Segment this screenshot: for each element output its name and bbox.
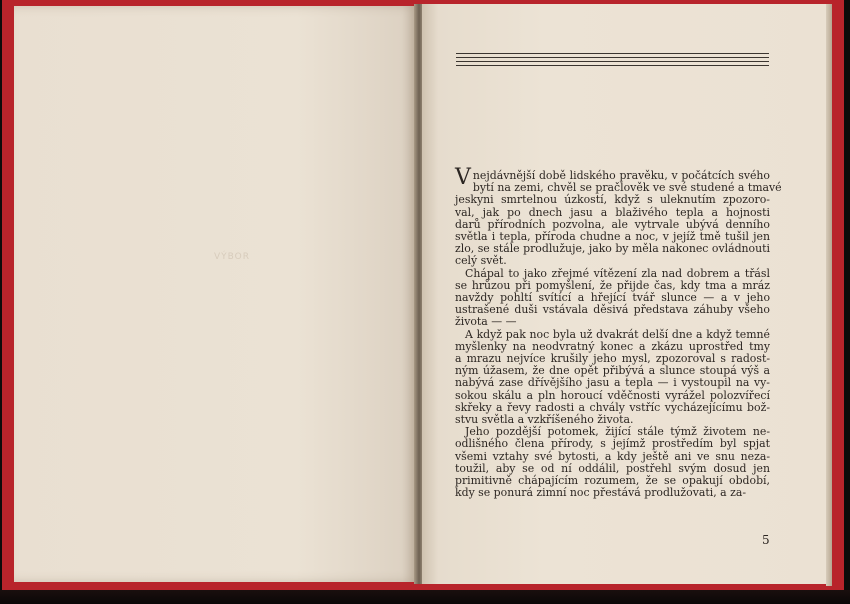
faint-show-through-text: VÝBOR <box>214 252 251 262</box>
body-text <box>455 165 782 500</box>
text-line: toužil, aby se od ní oddálil, postřehl svým dosud jen <box>455 461 770 475</box>
paragraph <box>455 268 770 329</box>
text-line: sokou skálu a pln horoucí vděčnosti vyrážel polozvířecí <box>455 388 770 402</box>
text-line: A když pak noc byla už dvakrát delší dne a když temné <box>465 327 770 341</box>
drop-cap: V <box>455 165 471 190</box>
text-line: života — — <box>455 315 517 329</box>
text-line: darů přírodních pozvolna, ale vytrvale ubývá denního <box>455 217 770 231</box>
text-line: se hrůzou při pomyšlení, že přijde čas, kdy tma a mráz <box>455 278 770 292</box>
text-line-rest: nejdávnější době lidského pravěku, v počátcích svého <box>472 169 770 182</box>
paragraph <box>455 165 782 268</box>
text-line: skřeky a řevy radosti a chvály vstříc vycházejícímu bož- <box>455 400 770 414</box>
text-line: všemi vztahy své bytosti, a kdy ještě ani ve snu neza- <box>455 449 770 463</box>
text-line: nabývá zase dřívějšího jasu a tepla — i vystoupil na vy- <box>455 376 770 390</box>
text-line: kdy se ponurá zimní noc přestává prodlužovati, a za- <box>455 486 747 500</box>
text-line: Jeho pozdější potomek, žijící stále týmž životem ne- <box>465 425 770 439</box>
text-line: val, jak po dnech jasu a blaživého tepla a hojnosti <box>455 205 770 219</box>
paragraph <box>455 329 770 427</box>
text-line: ným úžasem, že dne opět přibývá a slunce stoupá výš a <box>455 364 770 378</box>
text-line: ustrašené duši vstávala děsivá představa záhuby všeho <box>455 303 770 317</box>
text-line: odlišného člena přírody, s jejímž prostředím byl spjat <box>455 437 770 451</box>
text-line: bytí na zemi, chvěl se pračlověk ve své studené a tmavé <box>472 181 782 195</box>
text-line: zlo, se stále prodlužuje, jako by měla nakonec ovládnouti <box>455 242 770 256</box>
text-line: stvu světla a vzkříšeného života. <box>455 413 634 427</box>
left-page <box>14 6 418 582</box>
text-line: celý svět. <box>455 254 507 268</box>
text-line: myšlenky na neodvratný konec a zkázu uprostřed tmy <box>455 339 770 353</box>
page-edge <box>826 4 832 586</box>
background-surface <box>0 590 850 604</box>
text-line: jeskyni smrtelnou úzkostí, když s uleknutím zpozoro- <box>455 193 770 207</box>
text-line: navždy pohltí svítící a hřející tvář slunce — a v jeho <box>455 291 770 305</box>
text-line: primitivně chápajícím rozumem, že se opakují období, <box>455 474 770 488</box>
page-number: 5 <box>762 533 770 547</box>
paragraph <box>455 426 770 499</box>
text-line: světla i tepla, příroda chudne a noc, v jejíž tmě tušil jen <box>455 230 770 244</box>
text-line: Chápal to jako zřejmé vítězení zla nad dobrem a třásl <box>465 266 770 280</box>
text-line: a mrazu nejvíce krušily jeho mysl, zpozoroval s radost- <box>455 352 770 366</box>
decorative-header-rules <box>456 53 769 69</box>
